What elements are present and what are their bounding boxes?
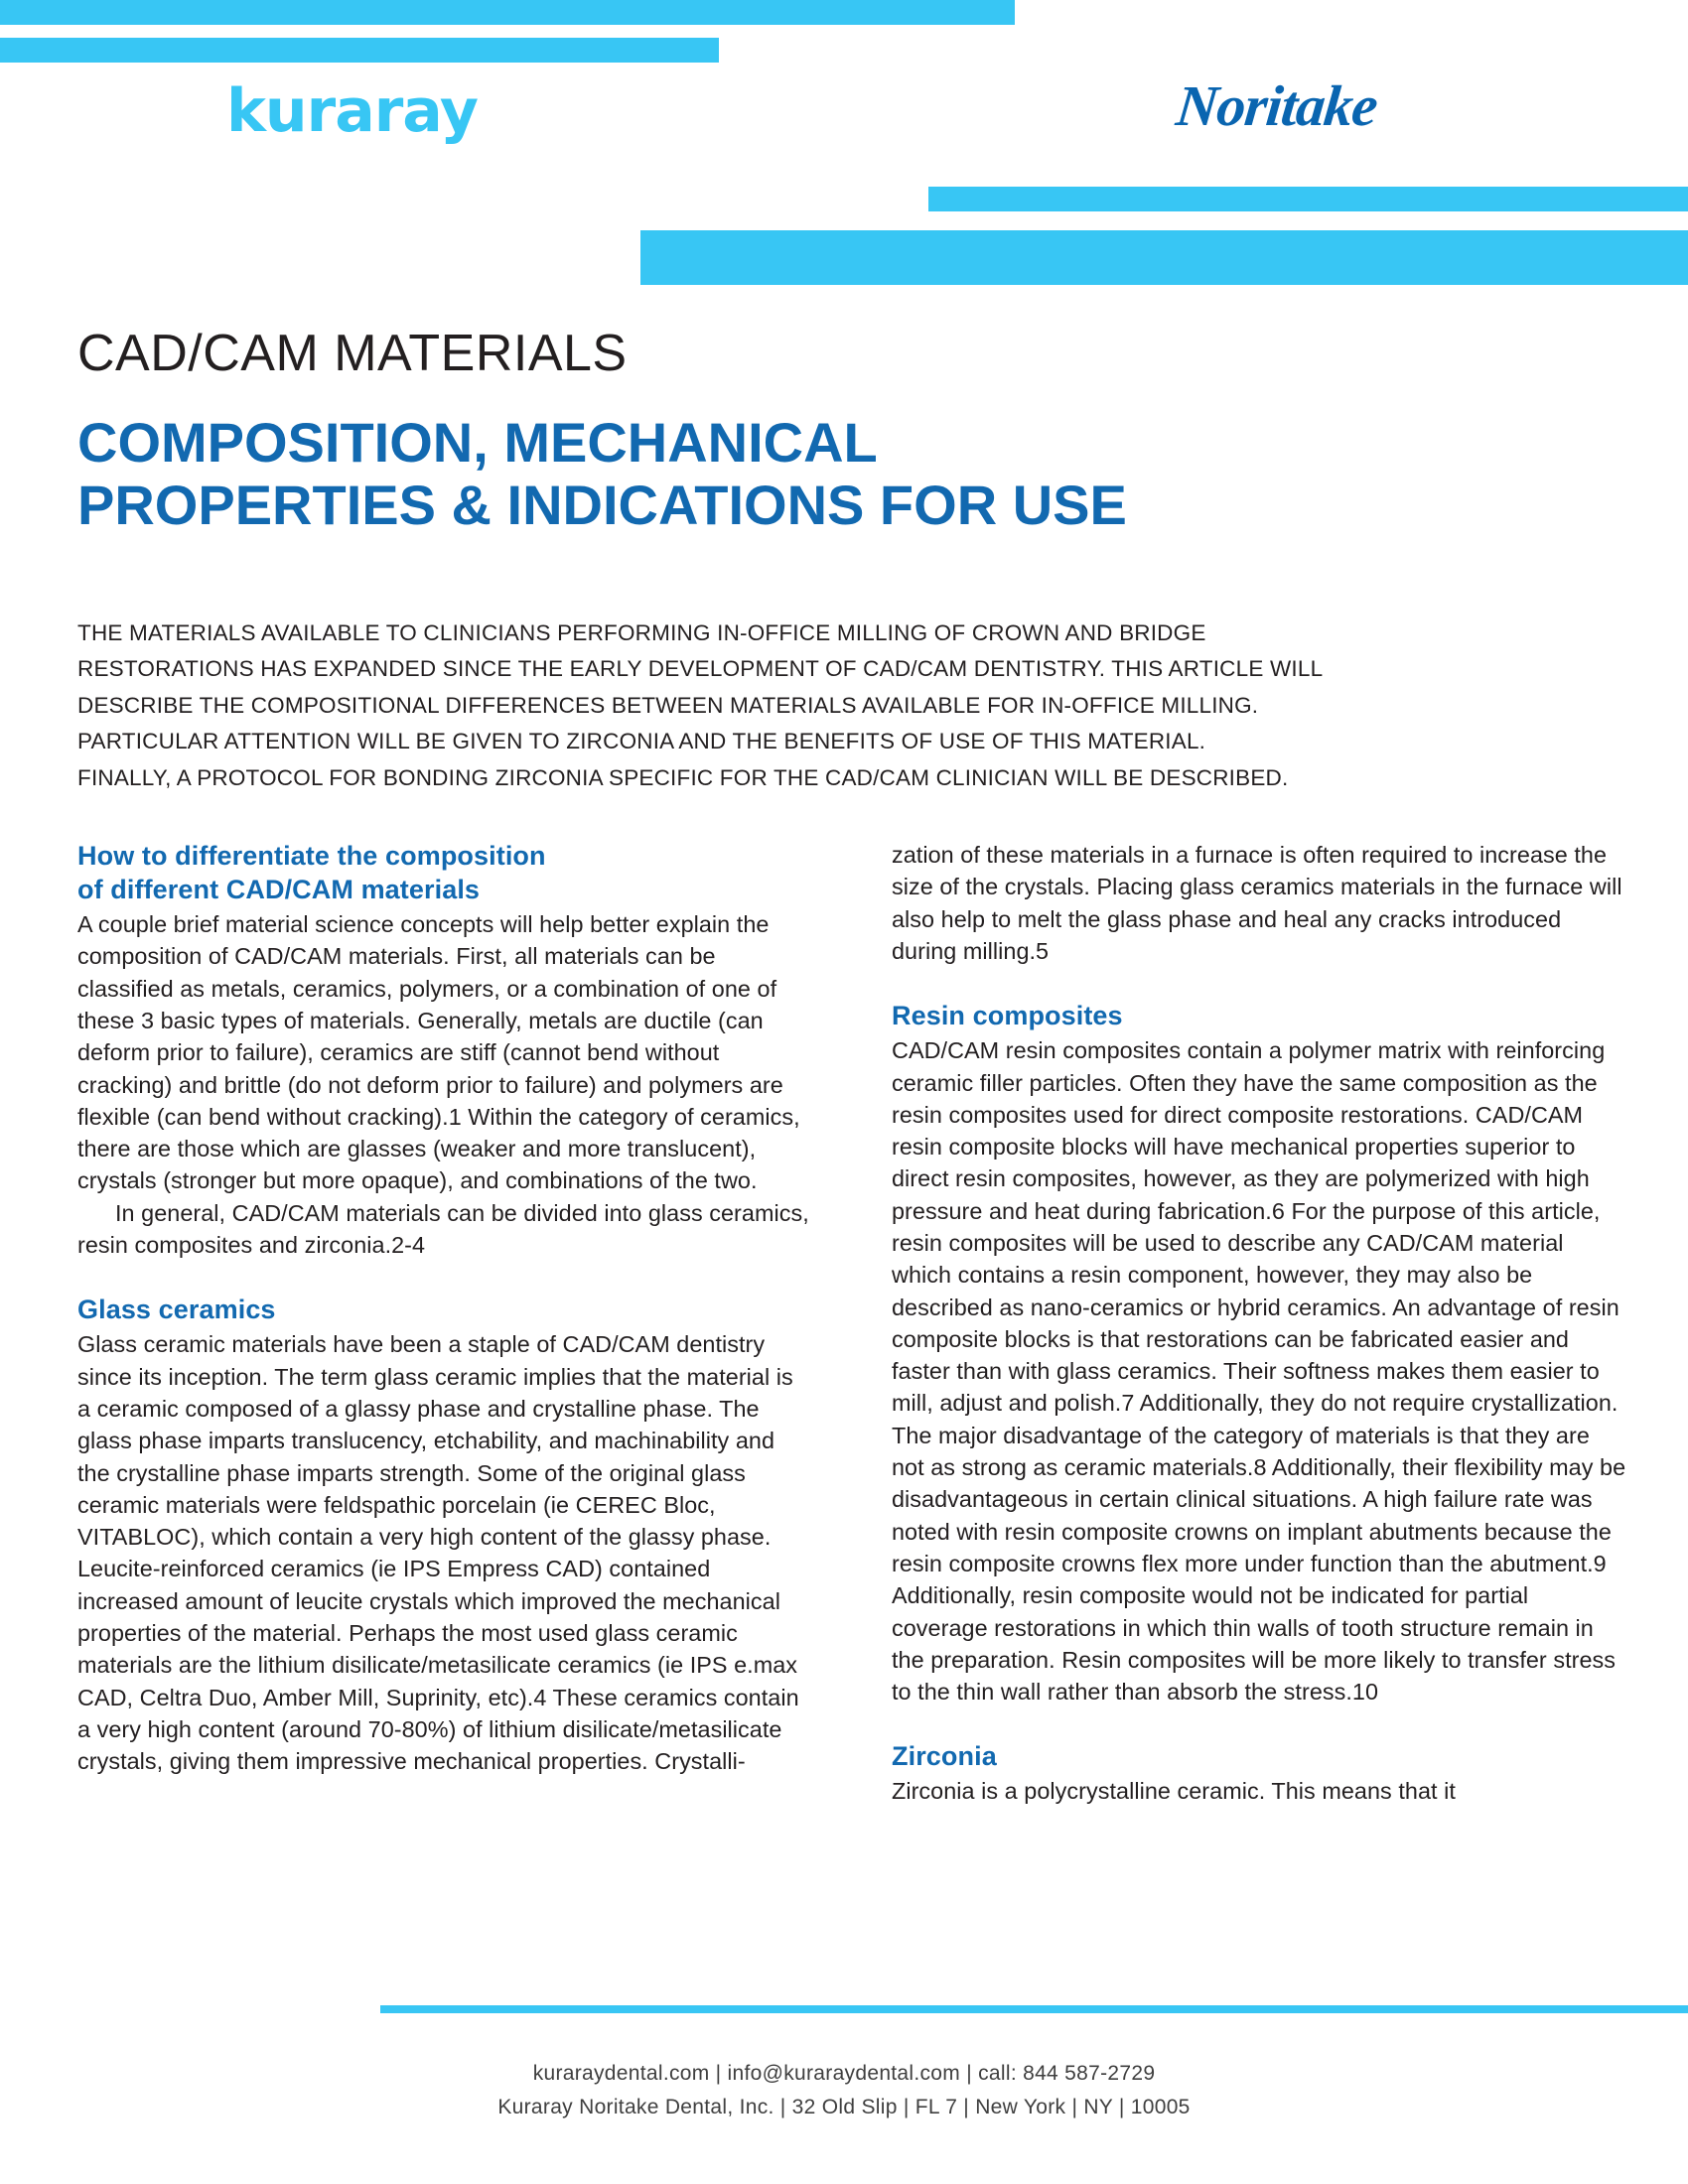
- left-column: [77, 839, 812, 1961]
- footer: [0, 2057, 1688, 2124]
- header-accent-bar-right-lower: [640, 230, 1688, 285]
- footer-accent-bar: [380, 2005, 1688, 2013]
- page-title-line-1: COMPOSITION, MECHANICAL: [77, 411, 878, 474]
- section-heading-glass-ceramics: Glass ceramics: [77, 1295, 276, 1325]
- right-column: [892, 839, 1626, 1961]
- page-title-line-2: PROPERTIES & INDICATIONS FOR USE: [77, 473, 1127, 536]
- header-accent-bar-right-upper: [928, 187, 1688, 211]
- section-heading-line-1: How to differentiate the composition: [77, 841, 546, 871]
- header-accent-bar-top-left: [0, 0, 1015, 25]
- right-paragraph-1: zation of these materials in a furnace is often required to increase the size of the crystals. Placing glass ceramics materials in the furnace will also help to melt the glass phase and heal any cracks introduced during milling.5: [892, 842, 1622, 964]
- lede-line-4: PARTICULAR ATTENTION WILL BE GIVEN TO ZIRCONIA AND THE BENEFITS OF USE OF THIS MATERIAL.: [77, 729, 1206, 754]
- article-body: [77, 839, 1626, 1961]
- noritake-logo: Noritake: [1173, 73, 1380, 138]
- right-paragraph-3: Zirconia is a polycrystalline ceramic. This means that it: [892, 1778, 1456, 1805]
- footer-contact-line: kuraraydental.com | info@kuraraydental.com | call: 844 587-2729: [532, 2062, 1156, 2085]
- lede-line-1: THE MATERIALS AVAILABLE TO CLINICIANS PERFORMING IN-OFFICE MILLING OF CROWN AND BRIDGE: [77, 620, 1206, 645]
- header-accent-bar-second-left: [0, 38, 719, 63]
- page-eyebrow-title: CAD/CAM MATERIALS: [77, 325, 628, 382]
- page-title: [77, 412, 1626, 536]
- section-heading-how-to-differentiate: [77, 839, 812, 906]
- lede-line-2: RESTORATIONS HAS EXPANDED SINCE THE EARLY DEVELOPMENT OF CAD/CAM DENTISTRY. THIS ARTICLE WILL: [77, 656, 1324, 682]
- lede-line-5: FINALLY, A PROTOCOL FOR BONDING ZIRCONIA SPECIFIC FOR THE CAD/CAM CLINICIAN WILL BE DESCRIBED.: [77, 764, 1289, 790]
- footer-address-line: Kuraray Noritake Dental, Inc. | 32 Old Slip | FL 7 | New York | NY | 10005: [497, 2096, 1191, 2119]
- left-paragraph-2: In general, CAD/CAM materials can be divided into glass ceramics, resin composites and zirconia.2-4: [77, 1199, 809, 1258]
- lede-paragraph: [77, 615, 1626, 796]
- right-paragraph-2: CAD/CAM resin composites contain a polymer matrix with reinforcing ceramic filler particles. Often they have the same composition as the resin composites used for direct composite restorations. CAD/CAM resin composite blocks will have mechanical properties superior to direct resin composites, however, as they are polymerized with high pressure and heat during fabrication.6 For the purpose of this article, resin composites will be used to describe any CAD/CAM material which contains a resin component, however, they may also be described as nano-ceramics or hybrid ceramics. An advantage of resin composite blocks is that restorations can be fabricated easier and faster than with glass ceramics. Their softness makes them easier to mill, adjust and polish.7 Additionally, they do not require crystallization. The major disadvantage of the category of materials is that they are not as strong as ceramic materials.8 Additionally, their flexibility may be disadvantageous in certain clinical situations. A high failure rate was noted with resin composite crowns on implant abutments because the resin composite crowns flex more under function than the abutment.9 Additionally, resin composite would not be indicated for partial coverage restorations in which thin walls of tooth structure remain in the preparation. Resin composites will be more likely to transfer stress to the thin wall rather than absorb the stress.10: [892, 1037, 1626, 1706]
- lede-line-3: DESCRIBE THE COMPOSITIONAL DIFFERENCES BETWEEN MATERIALS AVAILABLE FOR IN-OFFICE MILLING.: [77, 692, 1259, 718]
- section-heading-line-2: of different CAD/CAM materials: [77, 875, 481, 905]
- left-paragraph-1: A couple brief material science concepts will help better explain the composition of CAD/CAM materials. First, all materials can be classified as metals, ceramics, polymers, or a combination of one of these 3 basic types of materials. Generally, metals are ductile (can deform prior to failure), ceramics are stiff (cannot bend without cracking) and brittle (do not deform prior to failure) and polymers are flexible (can bend without cracking).1 Within the category of ceramics, there are those which are glasses (weaker and more translucent), crystals (stronger but more opaque), and combinations of the two.: [77, 911, 800, 1194]
- section-heading-zirconia: Zirconia: [892, 1741, 997, 1772]
- section-heading-resin-composites: Resin composites: [892, 1001, 1123, 1031]
- kuraray-logo: kuraray: [226, 76, 479, 146]
- left-paragraph-3: Glass ceramic materials have been a staple of CAD/CAM dentistry since its inception. The term glass ceramic implies that the material is a ceramic composed of a glassy phase and crystalline phase. The glass phase imparts translucency, etchability, and machinability and the crystalline phase imparts strength. Some of the original glass ceramic materials were feldspathic porcelain (ie CEREC Bloc, VITABLOC), which contain a very high content of the glassy phase. Leucite-reinforced ceramics (ie IPS Empress CAD) contained increased amount of leucite crystals which improved the mechanical properties of the material. Perhaps the most used glass ceramic materials are the lithium disilicate/metasilicate ceramics (ie IPS e.max CAD, Celtra Duo, Amber Mill, Suprinity, etc).4 These ceramics contain a very high content (around 70-80%) of lithium disilicate/metasilicate crystals, giving them impressive mechanical properties. Crystalli-: [77, 1331, 799, 1775]
